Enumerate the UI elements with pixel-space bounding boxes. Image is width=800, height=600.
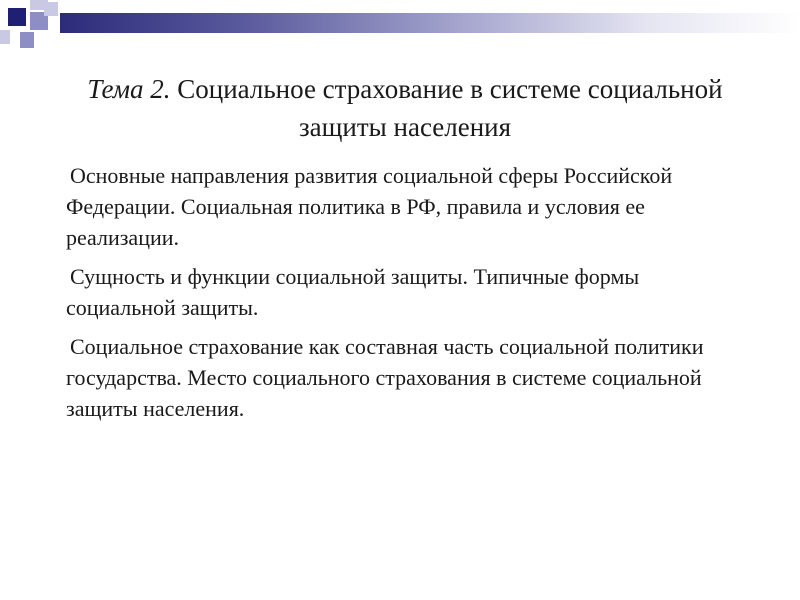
decor-square-light-3 <box>0 30 10 44</box>
title-text: Социальное страхование в системе социальной защиты населения <box>170 74 723 142</box>
decor-square-dark-1 <box>8 8 26 26</box>
paragraph-3-text: Социальное страхование как составная часть социальной политики государства. Место социального страхования в системе социальной защиты населения. <box>66 334 704 421</box>
header-gradient-band <box>60 13 800 33</box>
paragraph-2 <box>66 261 746 323</box>
title-topic-label: Тема 2. <box>87 74 171 104</box>
decor-square-mid-2 <box>20 32 34 48</box>
paragraph-1-text: Основные направления развития социальной сферы Российской Федерации. Социальная политика в РФ, правила и условия ее реализации. <box>66 163 673 250</box>
paragraph-3 <box>66 331 746 424</box>
slide-title <box>80 70 730 146</box>
slide-body <box>66 160 746 432</box>
paragraph-2-text: Сущность и функции социальной защиты. Типичные формы социальной защиты. <box>66 264 640 320</box>
paragraph-1 <box>66 160 746 253</box>
decor-square-light-2 <box>44 2 58 16</box>
